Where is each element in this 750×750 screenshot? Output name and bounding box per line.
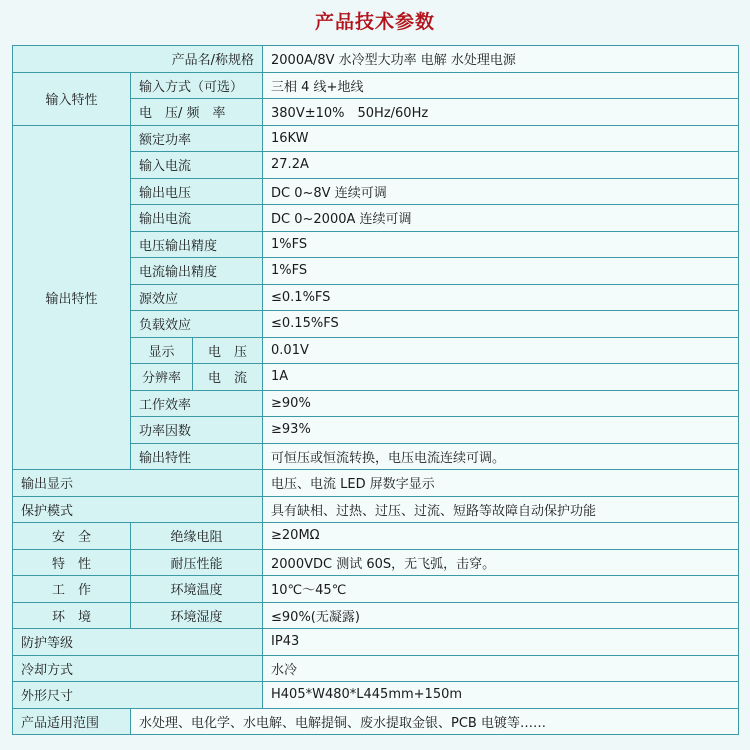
output-current-label: 输出电流: [131, 205, 263, 232]
power-factor-value: ≥93%: [263, 417, 739, 444]
output-voltage-label: 输出电压: [131, 178, 263, 205]
table-row: [13, 523, 739, 550]
input-current-label: 输入电流: [131, 152, 263, 179]
source-effect-value: ≤0.1%FS: [263, 284, 739, 311]
table-row: [13, 708, 739, 735]
table-row: [13, 655, 739, 682]
table-row: [13, 549, 739, 576]
source-effect-label: 源效应: [131, 284, 263, 311]
ip-label: 防护等级: [13, 629, 263, 656]
table-row: [13, 682, 739, 709]
page-title: 产品技术参数: [314, 11, 435, 33]
load-effect-value: ≤0.15%FS: [263, 311, 739, 338]
rated-power-label: 额定功率: [131, 125, 263, 152]
table-row: [13, 125, 739, 152]
protection-value: 具有缺相、过热、过压、过流、短路等故障自动保护功能: [263, 496, 739, 523]
voltage-freq-label: 电 压/ 频 率: [131, 99, 263, 126]
env-group-label-top: 工 作: [13, 576, 131, 603]
table-row: [13, 629, 739, 656]
env-group-label-bottom: 环 境: [13, 602, 131, 629]
input-mode-value: 三相 4 线+地线: [263, 72, 739, 99]
display-resolution-label-top: 显示: [131, 337, 193, 364]
safety-group-label-top: 安 全: [13, 523, 131, 550]
humidity-label: 环境湿度: [131, 602, 263, 629]
temperature-label: 环境温度: [131, 576, 263, 603]
output-current-value: DC 0~2000A 连续可调: [263, 205, 739, 232]
withstand-value: 2000VDC 测试 60S，无飞弧，击穿。: [263, 549, 739, 576]
table-row: [13, 470, 739, 497]
input-current-value: 27.2A: [263, 152, 739, 179]
display-current-label: 电 流: [193, 364, 263, 391]
output-display-label: 输出显示: [13, 470, 263, 497]
application-label: 产品适用范围: [13, 708, 131, 735]
protection-label: 保护模式: [13, 496, 263, 523]
safety-group-label-bottom: 特 性: [13, 549, 131, 576]
load-effect-label: 负载效应: [131, 311, 263, 338]
voltage-freq-value: 380V±10% 50Hz/60Hz: [263, 99, 739, 126]
spec-table: [12, 45, 739, 735]
output-voltage-value: DC 0~8V 连续可调: [263, 178, 739, 205]
humidity-value: ≤90%(无凝露): [263, 602, 739, 629]
ip-value: IP43: [263, 629, 739, 656]
display-voltage-value: 0.01V: [263, 337, 739, 364]
size-label: 外形尺寸: [13, 682, 263, 709]
insulation-value: ≥20MΩ: [263, 523, 739, 550]
table-row: [13, 72, 739, 99]
application-value: 水处理、电化学、水电解、电解提铜、废水提取金银、PCB 电镀等……: [131, 708, 739, 735]
output-characteristic-value: 可恒压或恒流转换，电压电流连续可调。: [263, 443, 739, 470]
output-characteristic-label: 输出特性: [131, 443, 263, 470]
rated-power-value: 16KW: [263, 125, 739, 152]
table-row: [13, 496, 739, 523]
withstand-label: 耐压性能: [131, 549, 263, 576]
product-name-label: 产品名/称规格: [13, 46, 263, 73]
input-group-label: 输入特性: [13, 72, 131, 125]
efficiency-label: 工作效率: [131, 390, 263, 417]
cooling-label: 冷却方式: [13, 655, 263, 682]
output-group-label: 输出特性: [13, 125, 131, 470]
voltage-precision-value: 1%FS: [263, 231, 739, 258]
current-precision-value: 1%FS: [263, 258, 739, 285]
product-name-value: 2000A/8V 水冷型大功率 电解 水处理电源: [263, 46, 739, 73]
size-value: H405*W480*L445mm+150m: [263, 682, 739, 709]
table-row: [13, 576, 739, 603]
efficiency-value: ≥90%: [263, 390, 739, 417]
current-precision-label: 电流输出精度: [131, 258, 263, 285]
voltage-precision-label: 电压输出精度: [131, 231, 263, 258]
input-mode-label: 输入方式（可选）: [131, 72, 263, 99]
cooling-value: 水冷: [263, 655, 739, 682]
power-factor-label: 功率因数: [131, 417, 263, 444]
table-row: [13, 602, 739, 629]
display-resolution-label-bottom: 分辨率: [131, 364, 193, 391]
insulation-label: 绝缘电阻: [131, 523, 263, 550]
display-current-value: 1A: [263, 364, 739, 391]
output-display-value: 电压、电流 LED 屏数字显示: [263, 470, 739, 497]
temperature-value: 10℃～45℃: [263, 576, 739, 603]
display-voltage-label: 电 压: [193, 337, 263, 364]
table-row: [13, 46, 739, 73]
